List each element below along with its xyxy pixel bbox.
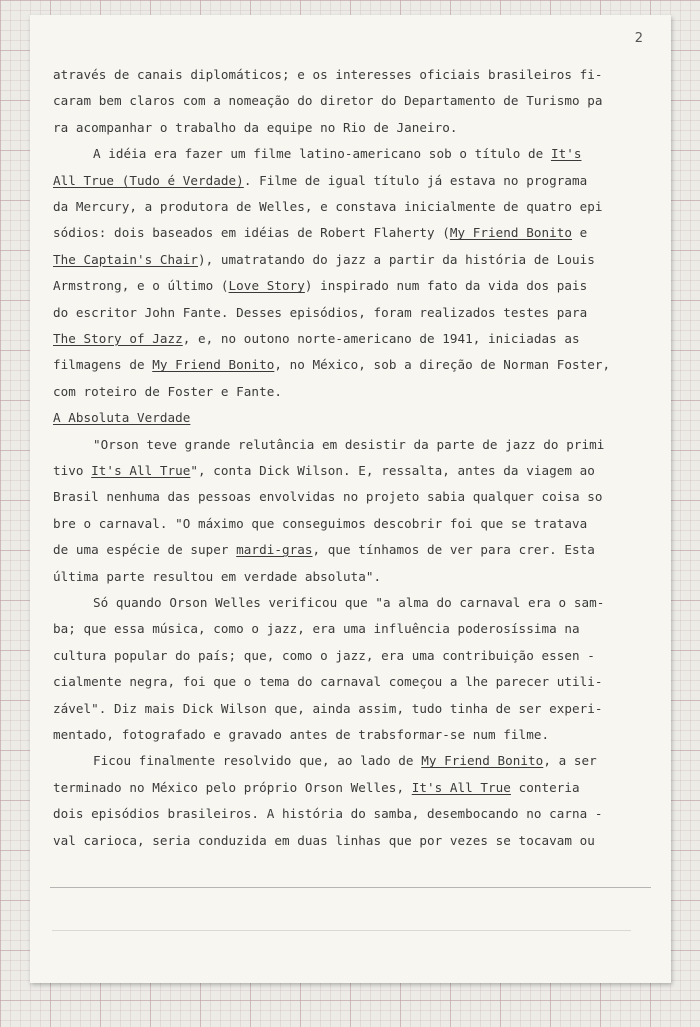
page-number: 2 (634, 31, 643, 46)
text-span: terminado no México pelo próprio Orson Welles, (53, 779, 412, 795)
underlined-title: My Friend Bonito (152, 357, 275, 373)
text-span: e (572, 225, 588, 241)
underlined-title: mardi-gras (236, 542, 313, 558)
text-span: ) inspirado num fato da vida dos pais (304, 278, 588, 294)
text-span: zável". Diz mais Dick Wilson que, ainda assim, tudo tinha de ser experi- (53, 700, 603, 716)
text-span: . Filme de igual título já estava no programa (243, 172, 588, 188)
underlined-title: The Story of Jazz (53, 331, 183, 346)
text-span: do escritor John Fante. Desses episódios, foram realizados testes para (53, 304, 588, 320)
text-span: ba; que essa música, como o jazz, era uma influência poderosíssima na (53, 621, 580, 637)
text-span: , e, no outono norte-americano de 1941, iniciadas as (182, 331, 580, 346)
text-line (53, 674, 645, 689)
text-span: Só quando Orson Welles verificou que "a alma do carnaval era o sam- (93, 595, 605, 610)
text-line (53, 437, 671, 452)
text-span: val carioca, seria conduzida em duas linhas que por vezes se tocavam ou (53, 832, 595, 848)
text-line (53, 357, 645, 372)
section-heading (53, 410, 645, 425)
text-span: ), umatratando do jazz a partir da história de Louis (198, 251, 595, 267)
text-line (53, 173, 645, 188)
text-span: A idéia era fazer um filme latino-americano sob o título de (93, 146, 551, 162)
text-span: mentado, fotografado e gravado antes de trabsformar-se num filme. (53, 727, 550, 742)
underlined-title: The Captain's Chair (53, 251, 199, 267)
text-line (53, 199, 645, 214)
text-span: da Mercury, a produtora de Welles, e constava inicialmente de quatro epi (53, 199, 603, 214)
text-line (53, 516, 645, 531)
text-line (53, 833, 645, 848)
text-line (53, 67, 645, 82)
text-line (53, 727, 645, 742)
text-span: A Absoluta Verdade (53, 410, 191, 426)
bottom-rule (50, 887, 651, 888)
text-span: , que tínhamos de ver para crer. Esta (312, 542, 595, 558)
underlined-title: My Friend Bonito (421, 753, 544, 769)
text-span: ra acompanhar o trabalho da equipe no Rio de Janeiro. (53, 119, 458, 135)
text-span: última parte resultou em verdade absoluta". (53, 568, 382, 584)
text-span: Ficou finalmente resolvido que, ao lado de (93, 753, 422, 769)
text-span: através de canais diplomáticos; e os interesses oficiais brasileiros fi- (53, 67, 603, 82)
text-span: caram bem claros com a nomeação do diretor do Departamento de Turismo pa (53, 93, 603, 109)
text-span: Brasil nenhuma das pessoas envolvidas no projeto sabia qualquer coisa so (53, 489, 603, 505)
text-span: de uma espécie de super (53, 542, 237, 558)
text-span: filmagens de (53, 357, 153, 373)
text-span: tivo (53, 463, 92, 478)
text-line (53, 278, 645, 293)
underlined-title: My Friend Bonito (449, 225, 572, 241)
underlined-title: It's All True (411, 779, 511, 795)
text-line (53, 252, 645, 267)
text-span: Armstrong, e o último ( (53, 278, 229, 294)
text-line (53, 780, 645, 795)
text-line (53, 648, 645, 663)
text-line (53, 120, 645, 135)
text-line (53, 542, 645, 557)
text-line (53, 146, 671, 161)
text-span: "Orson teve grande relutância em desistir da parte de jazz do primi (93, 436, 605, 452)
text-line (53, 753, 671, 768)
text-span: dois episódios brasileiros. A história do samba, desembocando no carna - (53, 806, 603, 822)
bottom-rule-faint (52, 930, 631, 931)
text-span: com roteiro de Foster e Fante. (53, 383, 282, 399)
text-line (53, 225, 645, 240)
underlined-title: It's (550, 146, 582, 162)
text-line (53, 701, 645, 716)
text-span: cialmente negra, foi que o tema do carnaval começou a lhe parecer utili- (53, 674, 603, 690)
text-line (53, 93, 645, 108)
text-line (53, 331, 645, 346)
text-line (53, 806, 645, 821)
underlined-title: All True (Tudo é Verdade) (53, 172, 244, 188)
text-line (53, 569, 645, 584)
underlined-title: Love Story (228, 278, 305, 294)
text-span: sódios: dois baseados em idéias de Robert Flaherty ( (53, 225, 450, 241)
text-span: ", conta Dick Wilson. E, ressalta, antes da viagem ao (190, 463, 595, 478)
text-line (53, 384, 645, 399)
text-line (53, 305, 645, 320)
text-span: bre o carnaval. "O máximo que conseguimos descobrir foi que se tratava (53, 515, 588, 531)
text-line (53, 621, 645, 636)
typed-page (30, 15, 671, 983)
text-line (53, 489, 645, 504)
text-line (53, 595, 671, 610)
text-span: , no México, sob a direção de Norman Foster, (274, 357, 611, 373)
text-line (53, 463, 645, 478)
text-span: conteria (510, 779, 580, 795)
text-span: cultura popular do país; que, como o jazz, era uma contribuição essen - (53, 647, 595, 663)
text-span: , a ser (543, 753, 597, 769)
underlined-title: It's All True (91, 463, 191, 478)
